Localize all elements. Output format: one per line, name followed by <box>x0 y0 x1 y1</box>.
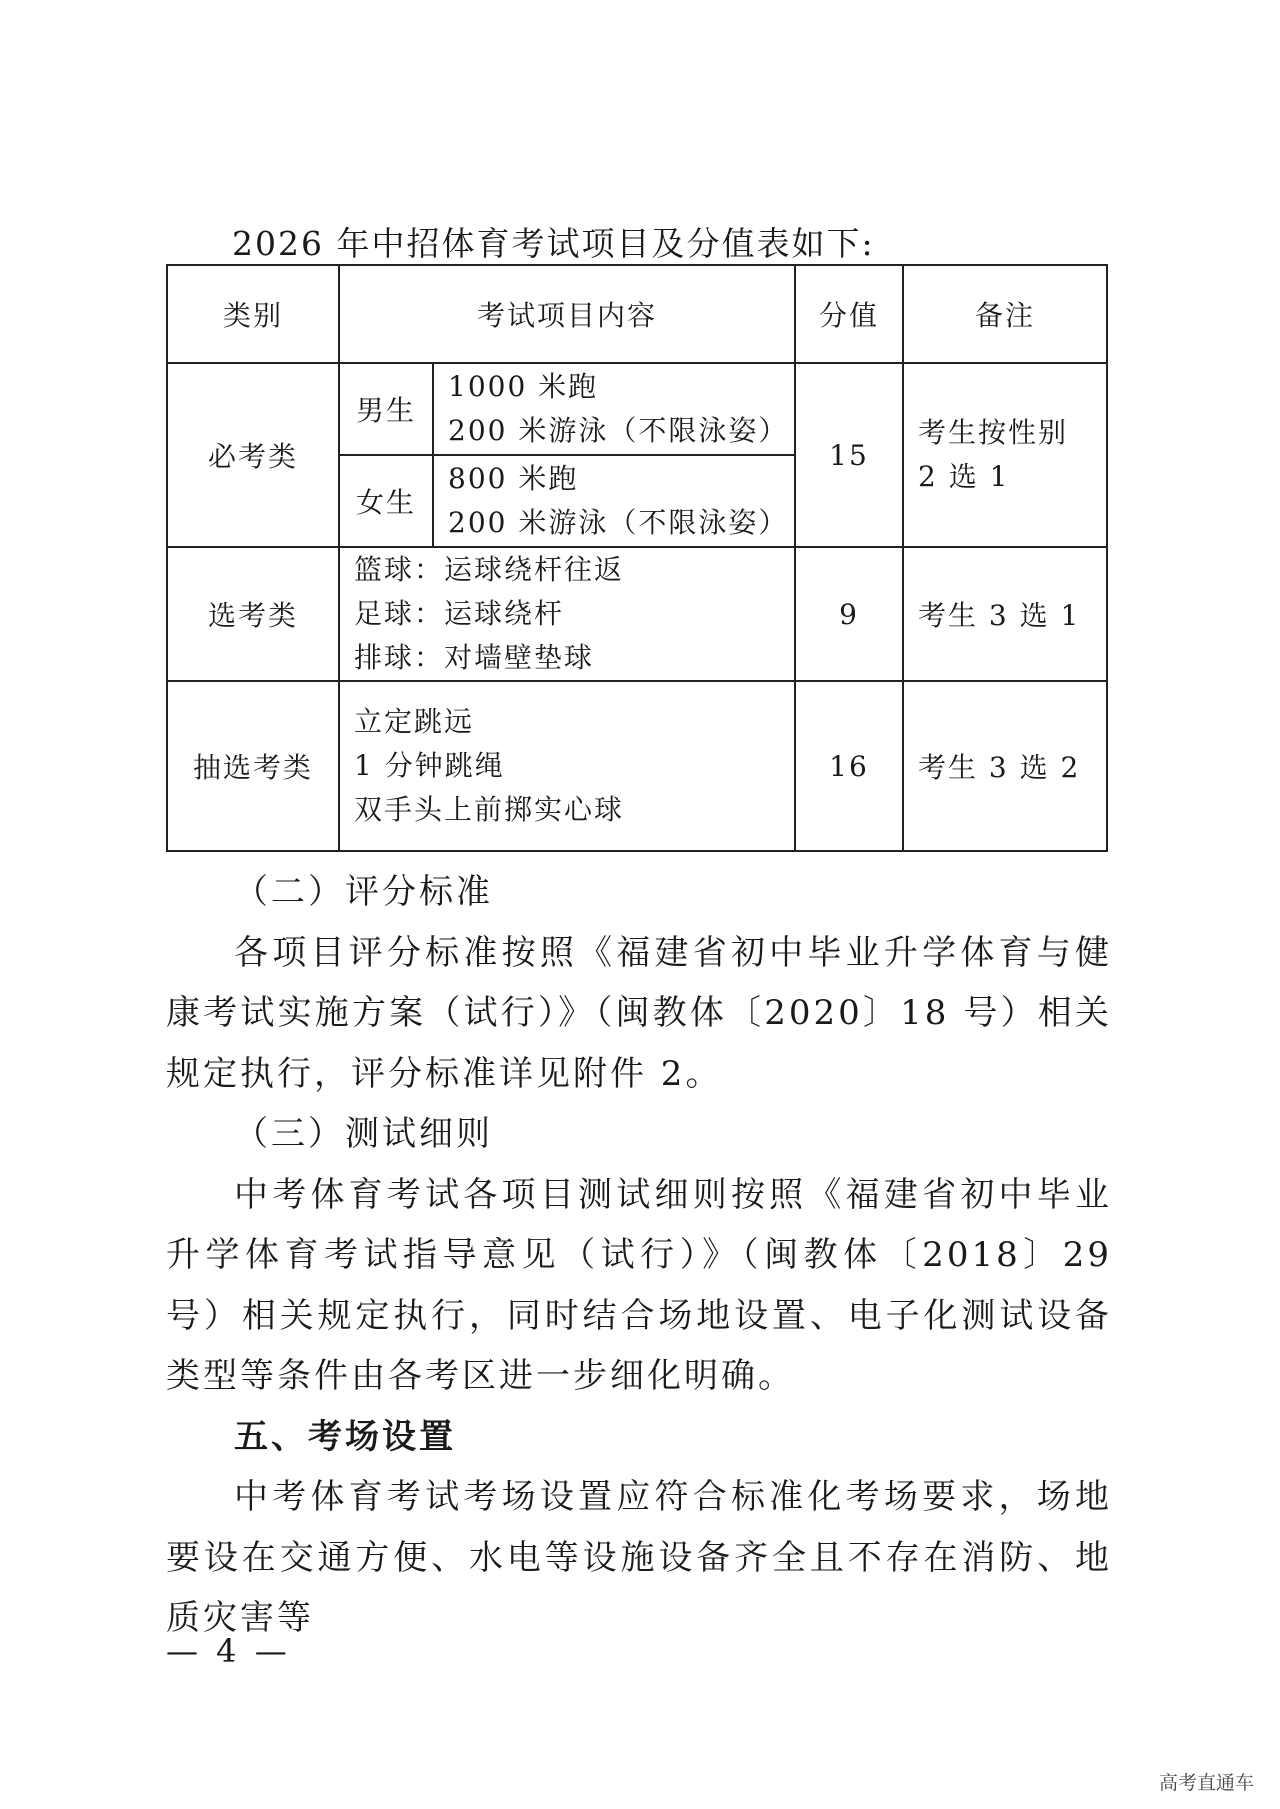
cell-elective-note: 考生 3 选 1 <box>903 547 1107 681</box>
cell-male-label: 男生 <box>339 363 433 455</box>
cell-elective-category: 选考类 <box>167 547 339 681</box>
cell-compulsory-note <box>903 363 1107 547</box>
cell-lottery-category: 抽选考类 <box>167 681 339 851</box>
elective-item: 足球：运球绕杆 <box>354 597 565 630</box>
cell-female-label: 女生 <box>339 455 433 547</box>
table-caption: 2026 年中招体育考试项目及分值表如下: <box>232 224 875 263</box>
page-number: — 4 — <box>166 1632 291 1670</box>
lottery-item: 立定跳远 <box>354 705 475 738</box>
note-line: 2 选 1 <box>918 460 1010 493</box>
header-score: 分值 <box>795 265 903 363</box>
lottery-item: 双手头上前掷实心球 <box>354 793 625 826</box>
section-heading-venue: 五、考场设置 <box>234 1416 456 1457</box>
watermark: 高考直通车 <box>1158 1772 1254 1794</box>
female-item: 800 米跑 <box>448 462 579 495</box>
lottery-item: 1 分钟跳绳 <box>354 749 505 782</box>
cell-male-items <box>433 363 795 455</box>
paragraph-scoring: 各项目评分标准按照《福建省初中毕业升学体育与健康考试实施方案（试行）》（闽教体〔2020〕18 号）相关规定执行，评分标准详见附件 2。 <box>166 932 1112 1094</box>
paragraph-rules: 中考体育考试各项目测试细则按照《福建省初中毕业升学体育考试指导意见（试行）》（闽教体〔2018〕29 号）相关规定执行，同时结合场地设置、电子化测试设备类型等条件由各考区进一步细化明确。 <box>166 1174 1112 1396</box>
table-row-compulsory-male <box>167 363 1107 455</box>
cell-female-items <box>433 455 795 547</box>
paragraph-venue: 中考体育考试考场设置应符合标准化考场要求，场地要设在交通方便、水电等设施设备齐全且不存在消防、地质灾害等 <box>166 1477 1112 1638</box>
male-item: 1000 米跑 <box>448 370 599 403</box>
cell-compulsory-category: 必考类 <box>167 363 339 547</box>
cell-lottery-note: 考生 3 选 2 <box>903 681 1107 851</box>
body-text <box>166 862 1112 1649</box>
exam-score-table <box>166 264 1108 852</box>
header-content: 考试项目内容 <box>339 265 795 363</box>
header-category: 类别 <box>167 265 339 363</box>
section-heading-scoring: （二）评分标准 <box>234 872 493 912</box>
male-item: 200 米游泳（不限泳姿） <box>448 414 789 447</box>
header-note: 备注 <box>903 265 1107 363</box>
elective-item: 排球：对墙壁垫球 <box>354 641 595 674</box>
section-heading-rules: （三）测试细则 <box>234 1114 493 1154</box>
elective-item: 篮球：运球绕杆往返 <box>354 553 625 586</box>
cell-lottery-items <box>339 681 795 851</box>
cell-elective-score: 9 <box>795 547 903 681</box>
cell-compulsory-score: 15 <box>795 363 903 547</box>
note-line: 考生按性别 <box>918 416 1069 449</box>
cell-elective-items <box>339 547 795 681</box>
table-row-elective <box>167 547 1107 681</box>
female-item: 200 米游泳（不限泳姿） <box>448 506 789 539</box>
table-row-lottery <box>167 681 1107 851</box>
table-header-row <box>167 265 1107 363</box>
cell-lottery-score: 16 <box>795 681 903 851</box>
